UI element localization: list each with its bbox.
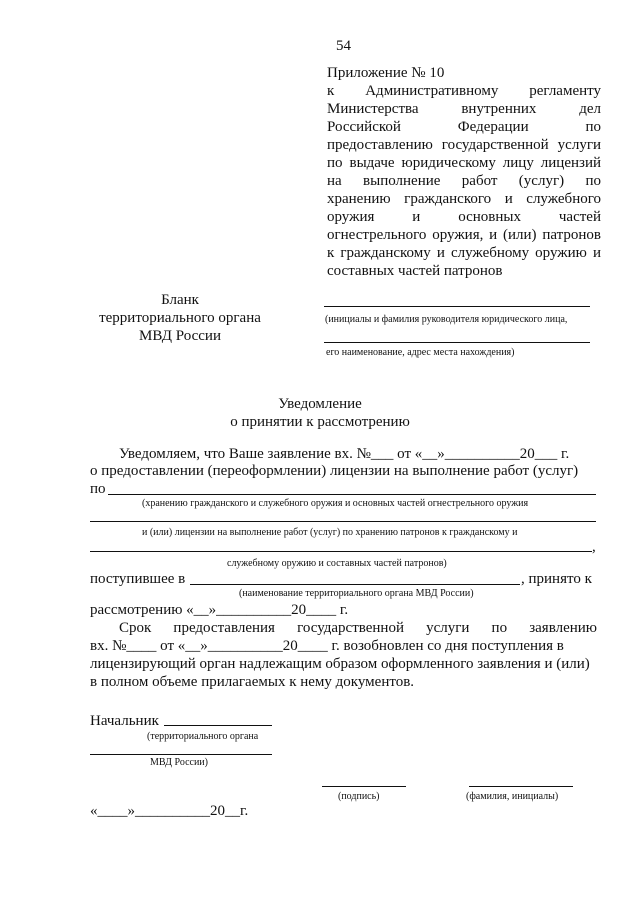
comma: ,: [592, 539, 596, 555]
chief-line-2: [90, 754, 272, 755]
caption-signature: (подпись): [338, 791, 380, 802]
blank-line-3: [90, 551, 592, 552]
appendix-line: оружия и основных частей: [327, 209, 601, 225]
received-prefix: поступившее в: [90, 571, 186, 587]
addressee-line-2: [324, 342, 590, 343]
caption-services-1: (хранению гражданского и служебного оружия и основных частей огнестрельного оружия: [142, 498, 529, 509]
appendix-line: Министерства внутренних дел: [327, 101, 601, 117]
caption-territorial-body: (наименование территориального органа МВД России): [239, 588, 474, 599]
body-line: в полном объеме прилагаемых к нему документов.: [90, 674, 415, 690]
blank-line-po: [108, 494, 596, 495]
caption-services-3: служебному оружию и составных частей патронов): [227, 558, 447, 569]
caption-mvd: МВД России): [150, 757, 208, 768]
addressee-line-1: [324, 306, 590, 307]
appendix-title: Приложение № 10: [327, 65, 445, 81]
appendix-line: хранению гражданского и служебного: [327, 191, 601, 207]
blank-line: МВД России: [139, 328, 221, 344]
notice-title: Уведомление: [278, 396, 362, 412]
review-line: рассмотрению «__»__________20____ г.: [90, 602, 349, 618]
page-number: 54: [336, 38, 351, 54]
appendix-line: на выполнение работ (услуг) по: [327, 173, 601, 189]
addressee-caption-2: его наименование, адрес места нахождения): [326, 347, 515, 358]
body-line: Срок предоставления государственной услуги по заявлению: [119, 620, 597, 636]
body-line: о предоставлении (переоформлении) лицензии на выполнение работ (услуг): [90, 463, 579, 479]
caption-org: (территориального органа: [147, 731, 259, 742]
chief-line: [164, 725, 272, 726]
received-suffix: , принято к: [521, 571, 592, 587]
signature-line: [322, 786, 406, 787]
appendix-line: предоставлению государственной услуги: [327, 137, 601, 153]
body-line: Уведомляем, что Ваше заявление вх. №___ от «__»__________20___ г.: [119, 446, 570, 462]
blank-line: Бланк: [161, 292, 199, 308]
body-po: по: [90, 481, 106, 497]
addressee-caption-1: (инициалы и фамилия руководителя юридического лица,: [325, 314, 568, 325]
chief-label: Начальник: [90, 713, 159, 729]
blank-line-2: [90, 521, 596, 522]
blank-block: [88, 291, 272, 345]
caption-services-2: и (или) лицензии на выполнение работ (услуг) по хранению патронов к гражданскому и: [142, 527, 518, 538]
blank-line-received: [190, 584, 520, 585]
appendix-line: по выдаче юридическому лицу лицензий: [327, 155, 601, 171]
blank-line: территориального органа: [99, 310, 261, 326]
appendix-line: Российской Федерации по: [327, 119, 601, 135]
date-line: «____»__________20__г.: [90, 803, 249, 819]
name-line: [469, 786, 573, 787]
appendix-block: [327, 64, 601, 280]
appendix-line: к гражданскому и служебному оружию и: [327, 245, 601, 261]
appendix-line: к Административному регламенту: [327, 83, 601, 99]
body-line: лицензирующий орган надлежащим образом оформленного заявления и (или): [90, 656, 590, 672]
body-line: вх. №____ от «__»__________20____ г. возобновлен со дня поступления в: [90, 638, 564, 654]
caption-name: (фамилия, инициалы): [466, 791, 559, 802]
notice-subtitle: о принятии к рассмотрению: [230, 414, 410, 430]
appendix-line: составных частей патронов: [327, 263, 503, 279]
appendix-line: огнестрельного оружия, и (или) патронов: [327, 227, 601, 243]
